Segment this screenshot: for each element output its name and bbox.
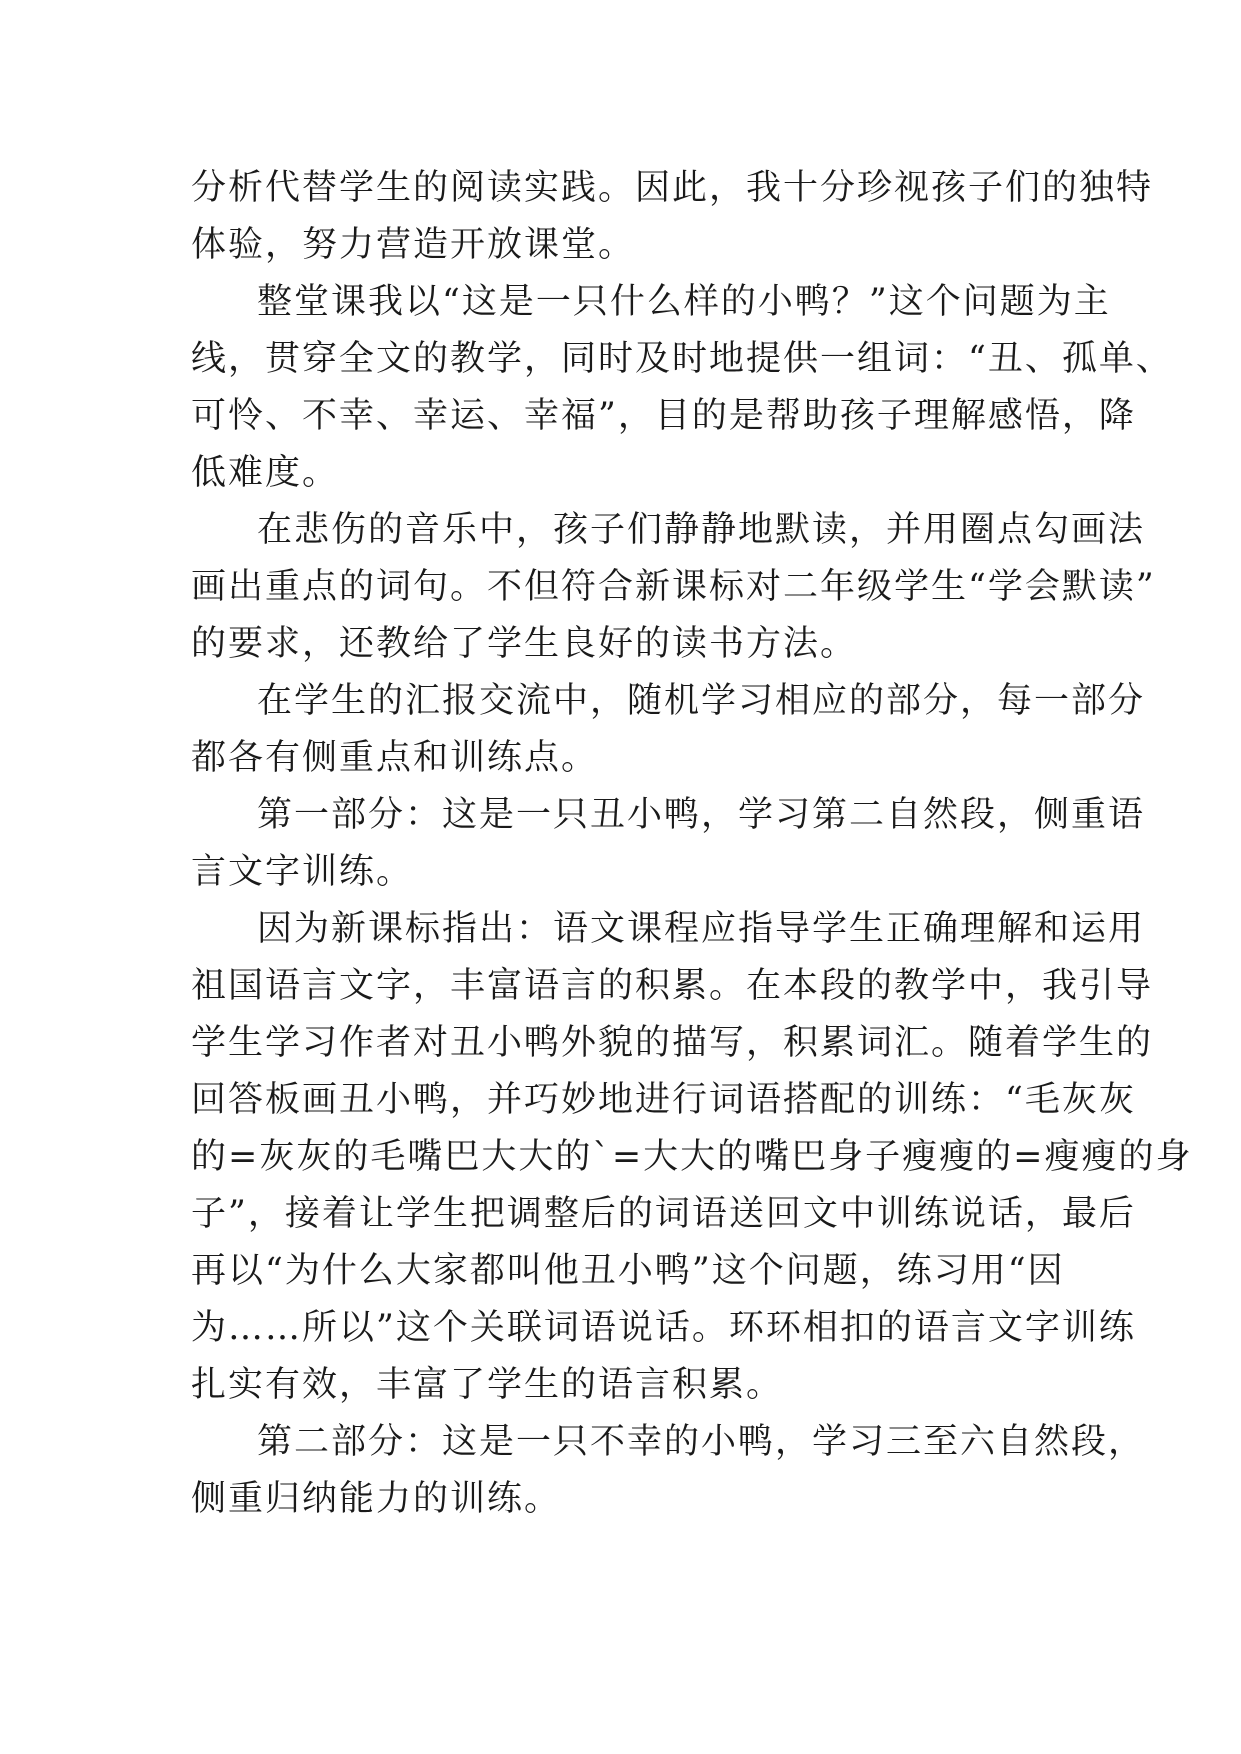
- text-line: 分析代替学生的阅读实践。因此，我十分珍视孩子们的独特: [191, 168, 1154, 208]
- text-line: 扎实有效，丰富了学生的语言积累。: [191, 1365, 784, 1405]
- text-line: 回答板画丑小鸭，并巧妙地进行词语搭配的训练：“毛灰灰: [191, 1080, 1136, 1120]
- text-line: 第二部分：这是一只不幸的小鸭，学习三至六自然段，: [257, 1422, 1146, 1462]
- text-line: 可怜、不幸、幸运、幸福”，目的是帮助孩子理解感悟，降: [191, 396, 1136, 436]
- text-line: 低难度。: [191, 453, 340, 493]
- text-line: 祖国语言文字，丰富语言的积累。在本段的教学中，我引导: [191, 966, 1154, 1006]
- paragraph-7: [191, 1414, 1146, 1528]
- paragraph-6: [191, 901, 1193, 1414]
- text-line: 的要求，还教给了学生良好的读书方法。: [191, 624, 858, 664]
- text-line: 学生学习作者对丑小鸭外貌的描写，积累词汇。随着学生的: [191, 1023, 1154, 1063]
- text-line: 为……所以”这个关联词语说话。环环相扣的语言文字训练: [191, 1308, 1136, 1348]
- text-line: 整堂课我以“这是一只什么样的小鸭？”这个问题为主: [257, 282, 1111, 322]
- text-line: 在学生的汇报交流中，随机学习相应的部分，每一部分: [257, 681, 1146, 721]
- text-line: 子”，接着让学生把调整后的词语送回文中训练说话，最后: [191, 1194, 1136, 1234]
- paragraph-5: [191, 787, 1146, 901]
- text-line: 的=灰灰的毛嘴巴大大的`=大大的嘴巴身子瘦瘦的=瘦瘦的身: [191, 1137, 1193, 1177]
- paragraph-3: [191, 502, 1156, 673]
- text-line: 第一部分：这是一只丑小鸭，学习第二自然段，侧重语: [257, 795, 1146, 835]
- text-line: 都各有侧重点和训练点。: [191, 738, 599, 778]
- text-line: 线，贯穿全文的教学，同时及时地提供一组词：“丑、孤单、: [191, 339, 1173, 379]
- text-line: 再以“为什么大家都叫他丑小鸭”这个问题，练习用“因: [191, 1251, 1065, 1291]
- paragraph-2: [191, 274, 1173, 502]
- text-line: 言文字训练。: [191, 852, 414, 892]
- text-line: 侧重归纳能力的训练。: [191, 1479, 562, 1519]
- text-line: 画出重点的词句。不但符合新课标对二年级学生“学会默读”: [191, 567, 1156, 607]
- text-line: 因为新课标指出：语文课程应指导学生正确理解和运用: [257, 909, 1146, 949]
- document-body: [191, 160, 1193, 1528]
- text-line: 在悲伤的音乐中，孩子们静静地默读，并用圈点勾画法: [257, 510, 1146, 550]
- paragraph-4: [191, 673, 1146, 787]
- paragraph-1: [191, 160, 1154, 274]
- text-line: 体验，努力营造开放课堂。: [191, 225, 636, 265]
